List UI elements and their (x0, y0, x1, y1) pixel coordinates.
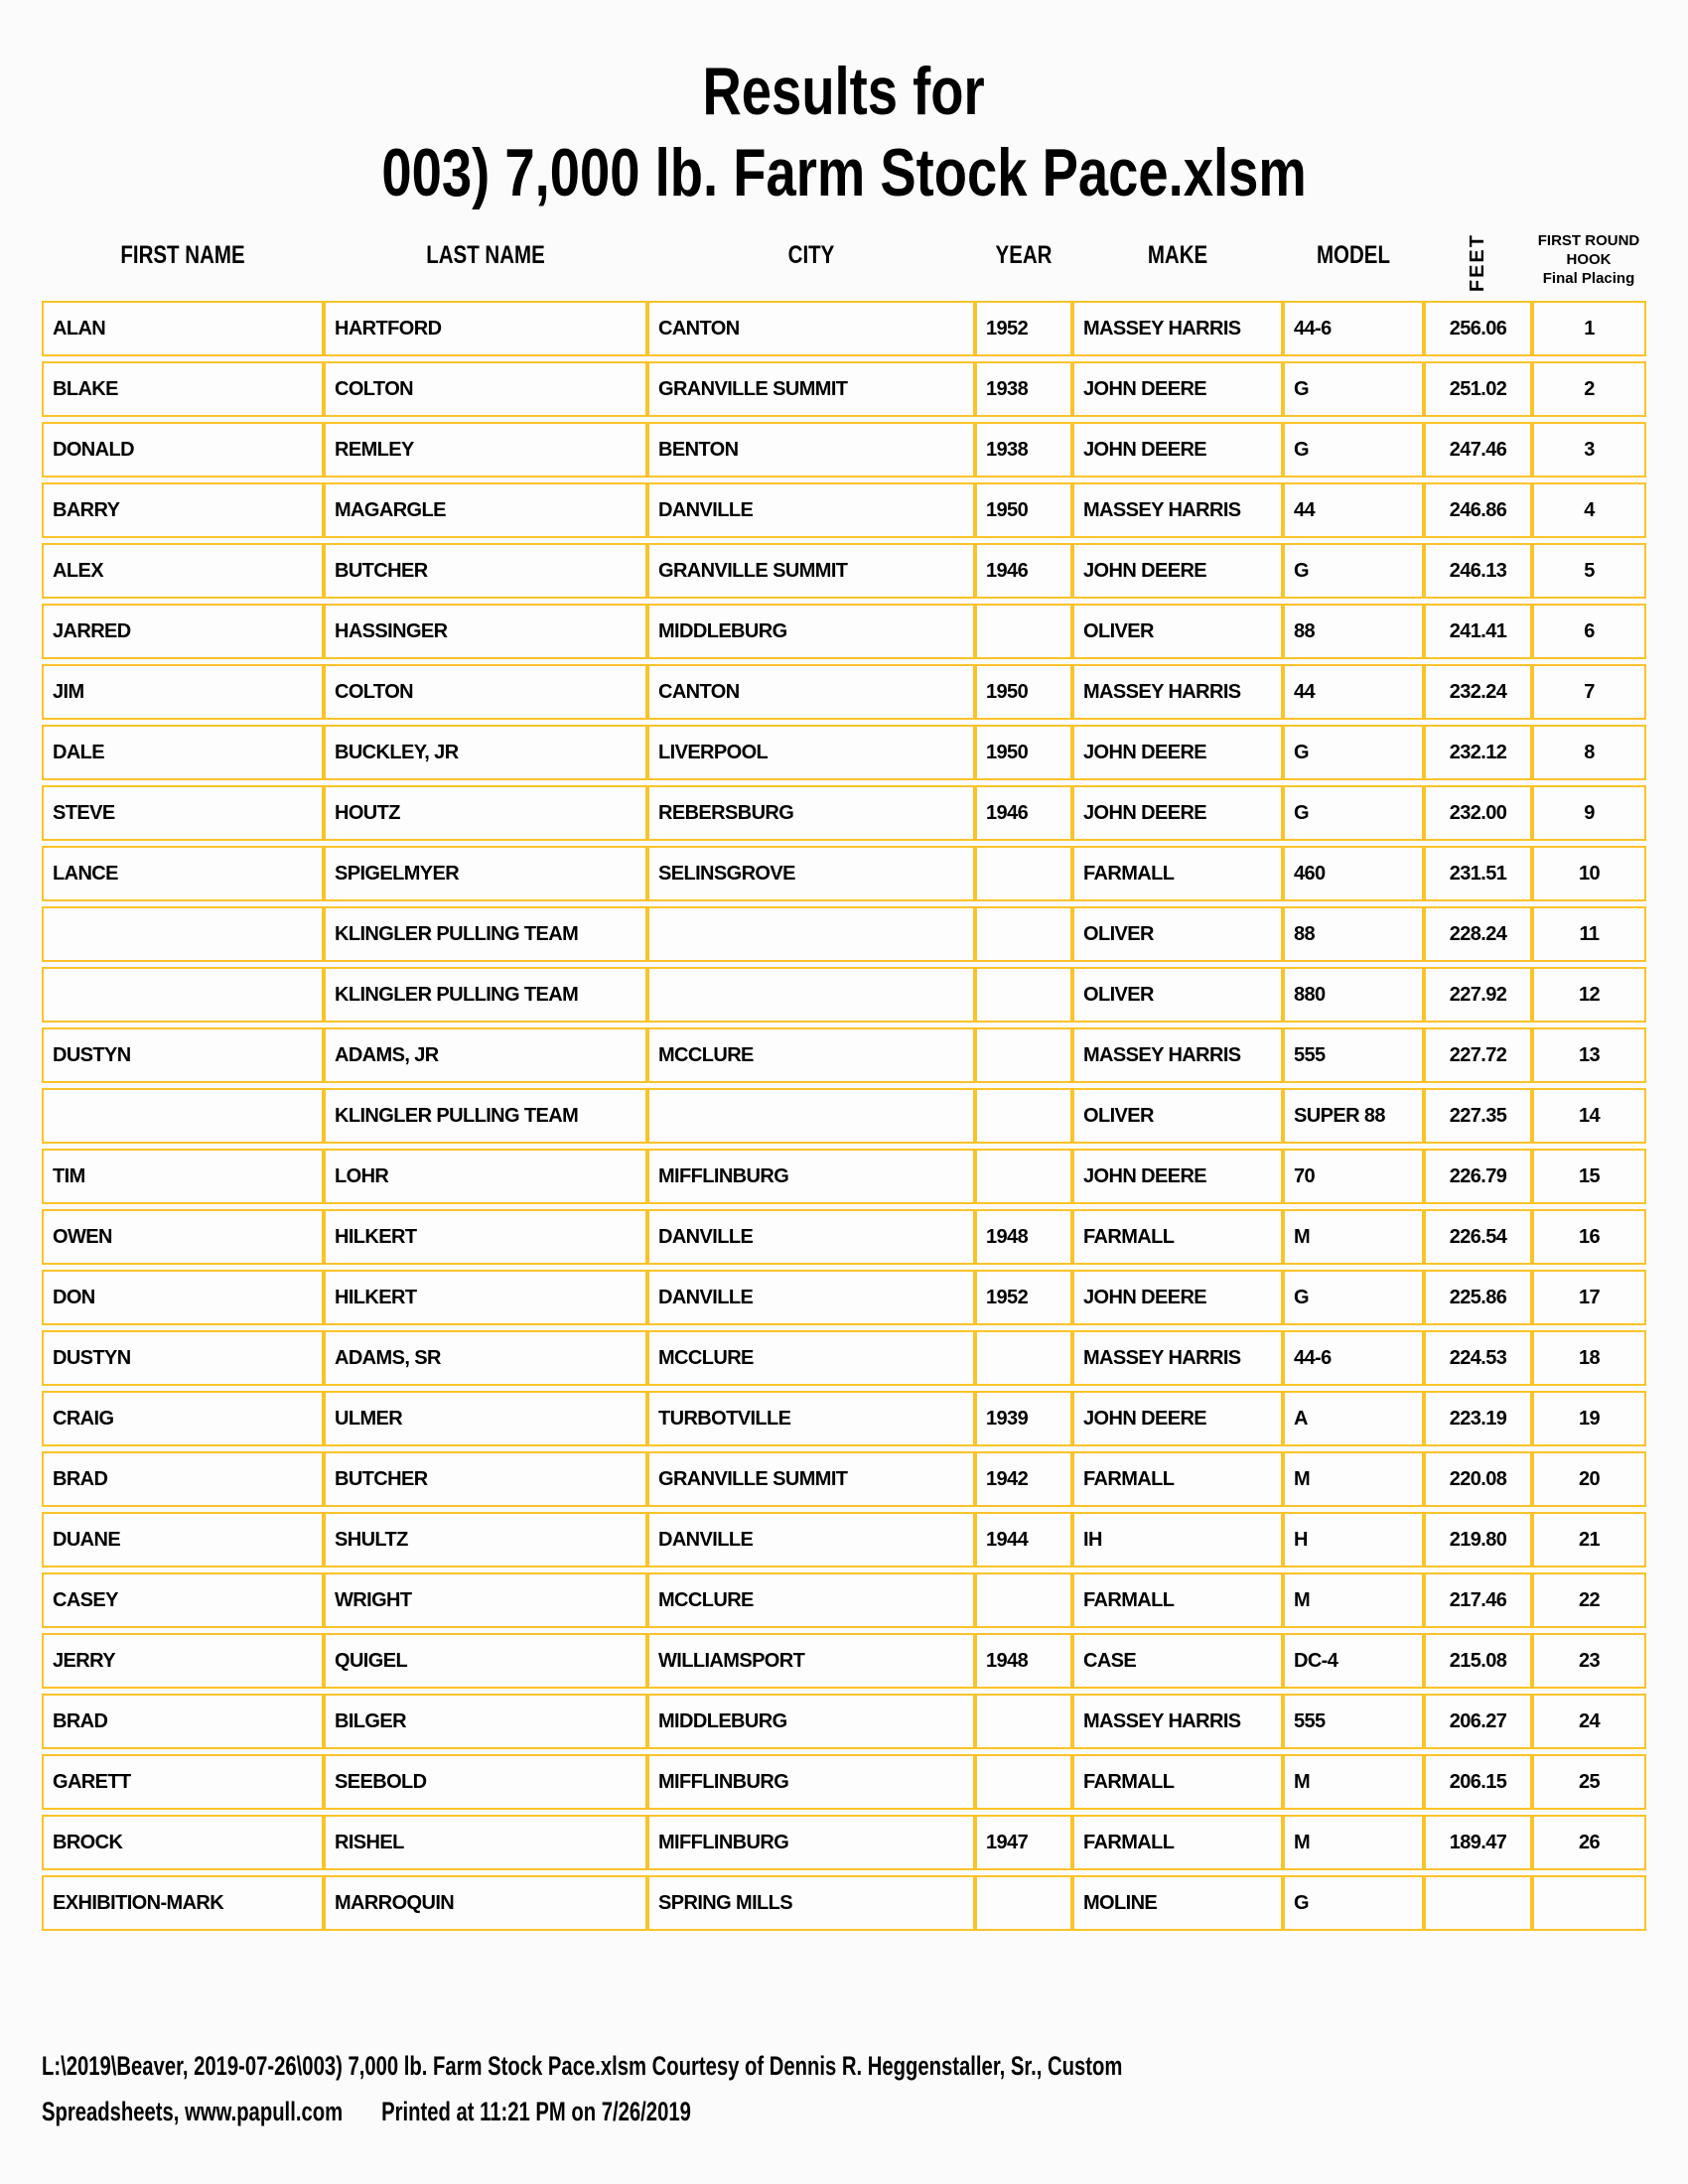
cell-year: 1950 (975, 664, 1072, 720)
cell-make: OLIVER (1072, 906, 1283, 962)
cell-last: SHULTZ (324, 1512, 647, 1568)
cell-model: 88 (1283, 906, 1424, 962)
column-header-first-round-hook (1530, 231, 1647, 288)
cell-last: SEEBOLD (324, 1754, 647, 1810)
cell-last: HILKERT (324, 1270, 647, 1325)
cell-first: DON (42, 1270, 324, 1325)
cell-year (975, 604, 1072, 659)
cell-make: FARMALL (1072, 1572, 1283, 1628)
cell-year (975, 1572, 1072, 1628)
cell-city: CANTON (647, 301, 975, 356)
cell-last: COLTON (324, 361, 647, 417)
column-header-make: MAKE (1147, 241, 1208, 269)
cell-city: CANTON (647, 664, 975, 720)
cell-first (42, 1088, 324, 1144)
cell-feet: 206.27 (1424, 1694, 1532, 1749)
footer-printed-at: Printed at 11:21 PM on 7/26/2019 (381, 2097, 691, 2126)
cell-make: JOHN DEERE (1072, 1391, 1283, 1446)
cell-model: M (1283, 1754, 1424, 1810)
cell-first (42, 906, 324, 962)
cell-feet: 227.35 (1424, 1088, 1532, 1144)
cell-year: 1938 (975, 422, 1072, 478)
cell-year (975, 1149, 1072, 1204)
cell-city: GRANVILLE SUMMIT (647, 361, 975, 417)
cell-first: BROCK (42, 1815, 324, 1870)
cell-feet: 219.80 (1424, 1512, 1532, 1568)
cell-year: 1944 (975, 1512, 1072, 1568)
page-subtitle-text: 003) 7,000 lb. Farm Stock Pace.xlsm (381, 135, 1307, 210)
cell-feet: 226.79 (1424, 1149, 1532, 1204)
table-row (42, 604, 1646, 659)
column-header-hook-title: FIRST ROUND HOOK (1537, 232, 1640, 268)
cell-year: 1946 (975, 785, 1072, 841)
cell-first: CRAIG (42, 1391, 324, 1446)
cell-feet: 225.86 (1424, 1270, 1532, 1325)
cell-city (647, 1088, 975, 1144)
cell-make: MOLINE (1072, 1875, 1283, 1931)
cell-place: 6 (1532, 604, 1646, 659)
cell-city: DANVILLE (647, 482, 975, 538)
cell-year: 1948 (975, 1209, 1072, 1265)
cell-last: COLTON (324, 664, 647, 720)
cell-last: WRIGHT (324, 1572, 647, 1628)
cell-feet: 223.19 (1424, 1391, 1532, 1446)
cell-place: 4 (1532, 482, 1646, 538)
cell-place: 15 (1532, 1149, 1646, 1204)
cell-city: MCCLURE (647, 1027, 975, 1083)
cell-year: 1952 (975, 1270, 1072, 1325)
cell-feet: 228.24 (1424, 906, 1532, 962)
table-row (42, 846, 1646, 901)
footer-line-2 (42, 2089, 1122, 2134)
cell-first: BRAD (42, 1694, 324, 1749)
column-header-first-name: FIRST NAME (120, 241, 245, 269)
cell-model: M (1283, 1209, 1424, 1265)
cell-last: BUTCHER (324, 543, 647, 599)
cell-model: SUPER 88 (1283, 1088, 1424, 1144)
cell-year (975, 1027, 1072, 1083)
cell-year: 1938 (975, 361, 1072, 417)
cell-feet: 256.06 (1424, 301, 1532, 356)
cell-city: REBERSBURG (647, 785, 975, 841)
cell-feet: 227.92 (1424, 967, 1532, 1023)
page-title (0, 54, 1688, 129)
cell-city: SELINSGROVE (647, 846, 975, 901)
cell-feet: 232.24 (1424, 664, 1532, 720)
cell-first: TIM (42, 1149, 324, 1204)
cell-year (975, 1088, 1072, 1144)
cell-model: G (1283, 422, 1424, 478)
cell-feet: 246.86 (1424, 482, 1532, 538)
cell-first: DUSTYN (42, 1027, 324, 1083)
table-row (42, 1633, 1646, 1689)
table-row (42, 361, 1646, 417)
results-table (42, 296, 1646, 1936)
column-header-model: MODEL (1316, 241, 1391, 269)
cell-place: 10 (1532, 846, 1646, 901)
cell-place (1532, 1875, 1646, 1931)
cell-first: DALE (42, 725, 324, 780)
cell-city: MIDDLEBURG (647, 1694, 975, 1749)
table-row (42, 1572, 1646, 1628)
cell-first: JERRY (42, 1633, 324, 1689)
table-row (42, 301, 1646, 356)
cell-place: 17 (1532, 1270, 1646, 1325)
table-row (42, 1512, 1646, 1568)
cell-last: LOHR (324, 1149, 647, 1204)
cell-feet: 241.41 (1424, 604, 1532, 659)
cell-place: 3 (1532, 422, 1646, 478)
cell-place: 9 (1532, 785, 1646, 841)
cell-first: OWEN (42, 1209, 324, 1265)
table-row (42, 1754, 1646, 1810)
cell-last: MARROQUIN (324, 1875, 647, 1931)
cell-place: 14 (1532, 1088, 1646, 1144)
cell-place: 12 (1532, 967, 1646, 1023)
cell-make: FARMALL (1072, 1754, 1283, 1810)
table-row (42, 1815, 1646, 1870)
cell-place: 7 (1532, 664, 1646, 720)
cell-year: 1942 (975, 1451, 1072, 1507)
cell-model: H (1283, 1512, 1424, 1568)
table-row (42, 543, 1646, 599)
cell-first: GARETT (42, 1754, 324, 1810)
column-header-feet: FEET (1467, 232, 1488, 292)
cell-place: 23 (1532, 1633, 1646, 1689)
cell-model: 88 (1283, 604, 1424, 659)
column-header-last-name: LAST NAME (426, 241, 545, 269)
cell-year: 1939 (975, 1391, 1072, 1446)
column-header-final-placing: Final Placing (1542, 270, 1635, 287)
cell-city: GRANVILLE SUMMIT (647, 1451, 975, 1507)
cell-first: STEVE (42, 785, 324, 841)
cell-model: A (1283, 1391, 1424, 1446)
cell-last: QUIGEL (324, 1633, 647, 1689)
cell-model: M (1283, 1815, 1424, 1870)
cell-place: 25 (1532, 1754, 1646, 1810)
cell-feet: 215.08 (1424, 1633, 1532, 1689)
cell-place: 21 (1532, 1512, 1646, 1568)
cell-model: 44 (1283, 482, 1424, 538)
cell-feet: 224.53 (1424, 1330, 1532, 1386)
cell-last: BUTCHER (324, 1451, 647, 1507)
cell-first: CASEY (42, 1572, 324, 1628)
cell-feet: 227.72 (1424, 1027, 1532, 1083)
cell-feet: 220.08 (1424, 1451, 1532, 1507)
cell-place: 1 (1532, 301, 1646, 356)
cell-feet: 206.15 (1424, 1754, 1532, 1810)
cell-year: 1947 (975, 1815, 1072, 1870)
table-row (42, 1451, 1646, 1507)
cell-city: WILLIAMSPORT (647, 1633, 975, 1689)
cell-make: JOHN DEERE (1072, 543, 1283, 599)
table-row (42, 1209, 1646, 1265)
cell-place: 26 (1532, 1815, 1646, 1870)
cell-year (975, 846, 1072, 901)
table-row (42, 422, 1646, 478)
cell-model: G (1283, 725, 1424, 780)
cell-first: BRAD (42, 1451, 324, 1507)
cell-place: 13 (1532, 1027, 1646, 1083)
cell-make: OLIVER (1072, 604, 1283, 659)
table-row (42, 725, 1646, 780)
cell-model: DC-4 (1283, 1633, 1424, 1689)
cell-make: JOHN DEERE (1072, 725, 1283, 780)
cell-model: 70 (1283, 1149, 1424, 1204)
cell-first: BLAKE (42, 361, 324, 417)
cell-city: LIVERPOOL (647, 725, 975, 780)
cell-year: 1950 (975, 482, 1072, 538)
cell-city (647, 906, 975, 962)
cell-first: DUSTYN (42, 1330, 324, 1386)
table-row (42, 1330, 1646, 1386)
cell-make: MASSEY HARRIS (1072, 664, 1283, 720)
cell-city: MCCLURE (647, 1330, 975, 1386)
cell-city: MIFFLINBURG (647, 1149, 975, 1204)
cell-year: 1948 (975, 1633, 1072, 1689)
cell-city: DANVILLE (647, 1209, 975, 1265)
cell-last: ULMER (324, 1391, 647, 1446)
page-footer (42, 2043, 1482, 2134)
cell-last: ADAMS, SR (324, 1330, 647, 1386)
cell-place: 5 (1532, 543, 1646, 599)
cell-model: G (1283, 361, 1424, 417)
cell-first: JARRED (42, 604, 324, 659)
table-row (42, 1694, 1646, 1749)
cell-first: LANCE (42, 846, 324, 901)
column-header-year: YEAR (995, 241, 1053, 269)
cell-first: JIM (42, 664, 324, 720)
cell-feet: 247.46 (1424, 422, 1532, 478)
cell-last: HASSINGER (324, 604, 647, 659)
cell-feet: 232.12 (1424, 725, 1532, 780)
table-row (42, 967, 1646, 1023)
cell-city: BENTON (647, 422, 975, 478)
cell-year (975, 1694, 1072, 1749)
cell-make: CASE (1072, 1633, 1283, 1689)
table-row (42, 1149, 1646, 1204)
cell-model: 460 (1283, 846, 1424, 901)
cell-place: 24 (1532, 1694, 1646, 1749)
cell-city: DANVILLE (647, 1512, 975, 1568)
cell-make: OLIVER (1072, 967, 1283, 1023)
cell-make: JOHN DEERE (1072, 785, 1283, 841)
cell-last: KLINGLER PULLING TEAM (324, 906, 647, 962)
cell-feet (1424, 1875, 1532, 1931)
cell-feet: 217.46 (1424, 1572, 1532, 1628)
cell-model: G (1283, 785, 1424, 841)
cell-city (647, 967, 975, 1023)
cell-make: OLIVER (1072, 1088, 1283, 1144)
cell-make: MASSEY HARRIS (1072, 482, 1283, 538)
cell-place: 18 (1532, 1330, 1646, 1386)
cell-city: MIFFLINBURG (647, 1815, 975, 1870)
cell-model: 44-6 (1283, 301, 1424, 356)
cell-first: DUANE (42, 1512, 324, 1568)
cell-year (975, 1330, 1072, 1386)
table-row (42, 664, 1646, 720)
cell-model: 880 (1283, 967, 1424, 1023)
footer-line-2-left: Spreadsheets, www.papull.com (42, 2097, 344, 2126)
cell-last: MAGARGLE (324, 482, 647, 538)
table-row (42, 785, 1646, 841)
cell-year (975, 1754, 1072, 1810)
cell-city: GRANVILLE SUMMIT (647, 543, 975, 599)
results-table-body (42, 301, 1646, 1931)
cell-feet: 189.47 (1424, 1815, 1532, 1870)
cell-place: 20 (1532, 1451, 1646, 1507)
cell-model: G (1283, 1270, 1424, 1325)
cell-model: 44 (1283, 664, 1424, 720)
cell-make: MASSEY HARRIS (1072, 1027, 1283, 1083)
cell-city: MCCLURE (647, 1572, 975, 1628)
cell-last: REMLEY (324, 422, 647, 478)
cell-year: 1952 (975, 301, 1072, 356)
cell-make: FARMALL (1072, 1451, 1283, 1507)
cell-last: HOUTZ (324, 785, 647, 841)
cell-make: JOHN DEERE (1072, 361, 1283, 417)
cell-make: FARMALL (1072, 1209, 1283, 1265)
cell-make: MASSEY HARRIS (1072, 1330, 1283, 1386)
cell-make: MASSEY HARRIS (1072, 301, 1283, 356)
cell-first: BARRY (42, 482, 324, 538)
cell-model: G (1283, 1875, 1424, 1931)
cell-place: 2 (1532, 361, 1646, 417)
table-row (42, 482, 1646, 538)
cell-feet: 232.00 (1424, 785, 1532, 841)
cell-last: BILGER (324, 1694, 647, 1749)
cell-model: M (1283, 1572, 1424, 1628)
cell-city: TURBOTVILLE (647, 1391, 975, 1446)
cell-first: ALAN (42, 301, 324, 356)
cell-make: JOHN DEERE (1072, 1270, 1283, 1325)
cell-city: MIFFLINBURG (647, 1754, 975, 1810)
cell-feet: 246.13 (1424, 543, 1532, 599)
cell-model: G (1283, 543, 1424, 599)
cell-last: SPIGELMYER (324, 846, 647, 901)
cell-last: RISHEL (324, 1815, 647, 1870)
cell-year (975, 1875, 1072, 1931)
page-title-text: Results for (702, 54, 986, 129)
cell-make: FARMALL (1072, 1815, 1283, 1870)
cell-model: 555 (1283, 1694, 1424, 1749)
cell-last: BUCKLEY, JR (324, 725, 647, 780)
cell-make: JOHN DEERE (1072, 422, 1283, 478)
table-row (42, 1875, 1646, 1931)
cell-model: 44-6 (1283, 1330, 1424, 1386)
cell-first: ALEX (42, 543, 324, 599)
table-row (42, 1391, 1646, 1446)
cell-feet: 251.02 (1424, 361, 1532, 417)
cell-model: M (1283, 1451, 1424, 1507)
cell-city: MIDDLEBURG (647, 604, 975, 659)
table-row (42, 1088, 1646, 1144)
cell-year (975, 906, 1072, 962)
footer-line-1: L:\2019\Beaver, 2019-07-26\003) 7,000 lb. Farm Stock Pace.xlsm Courtesy of Dennis R. Heggenstaller, Sr., Custom (42, 2051, 1123, 2081)
cell-first: EXHIBITION-MARK (42, 1875, 324, 1931)
cell-first: DONALD (42, 422, 324, 478)
cell-year: 1950 (975, 725, 1072, 780)
cell-last: KLINGLER PULLING TEAM (324, 1088, 647, 1144)
cell-last: HARTFORD (324, 301, 647, 356)
cell-make: MASSEY HARRIS (1072, 1694, 1283, 1749)
column-header-city: CITY (787, 241, 835, 269)
table-row (42, 1270, 1646, 1325)
cell-last: ADAMS, JR (324, 1027, 647, 1083)
cell-feet: 226.54 (1424, 1209, 1532, 1265)
cell-last: HILKERT (324, 1209, 647, 1265)
cell-make: IH (1072, 1512, 1283, 1568)
cell-place: 22 (1532, 1572, 1646, 1628)
cell-city: DANVILLE (647, 1270, 975, 1325)
cell-year (975, 967, 1072, 1023)
cell-place: 11 (1532, 906, 1646, 962)
cell-feet: 231.51 (1424, 846, 1532, 901)
cell-place: 19 (1532, 1391, 1646, 1446)
column-headers (42, 189, 1646, 300)
cell-make: FARMALL (1072, 846, 1283, 901)
cell-place: 8 (1532, 725, 1646, 780)
cell-city: SPRING MILLS (647, 1875, 975, 1931)
table-row (42, 906, 1646, 962)
cell-last: KLINGLER PULLING TEAM (324, 967, 647, 1023)
cell-model: 555 (1283, 1027, 1424, 1083)
table-row (42, 1027, 1646, 1083)
cell-place: 16 (1532, 1209, 1646, 1265)
cell-make: JOHN DEERE (1072, 1149, 1283, 1204)
cell-first (42, 967, 324, 1023)
cell-year: 1946 (975, 543, 1072, 599)
